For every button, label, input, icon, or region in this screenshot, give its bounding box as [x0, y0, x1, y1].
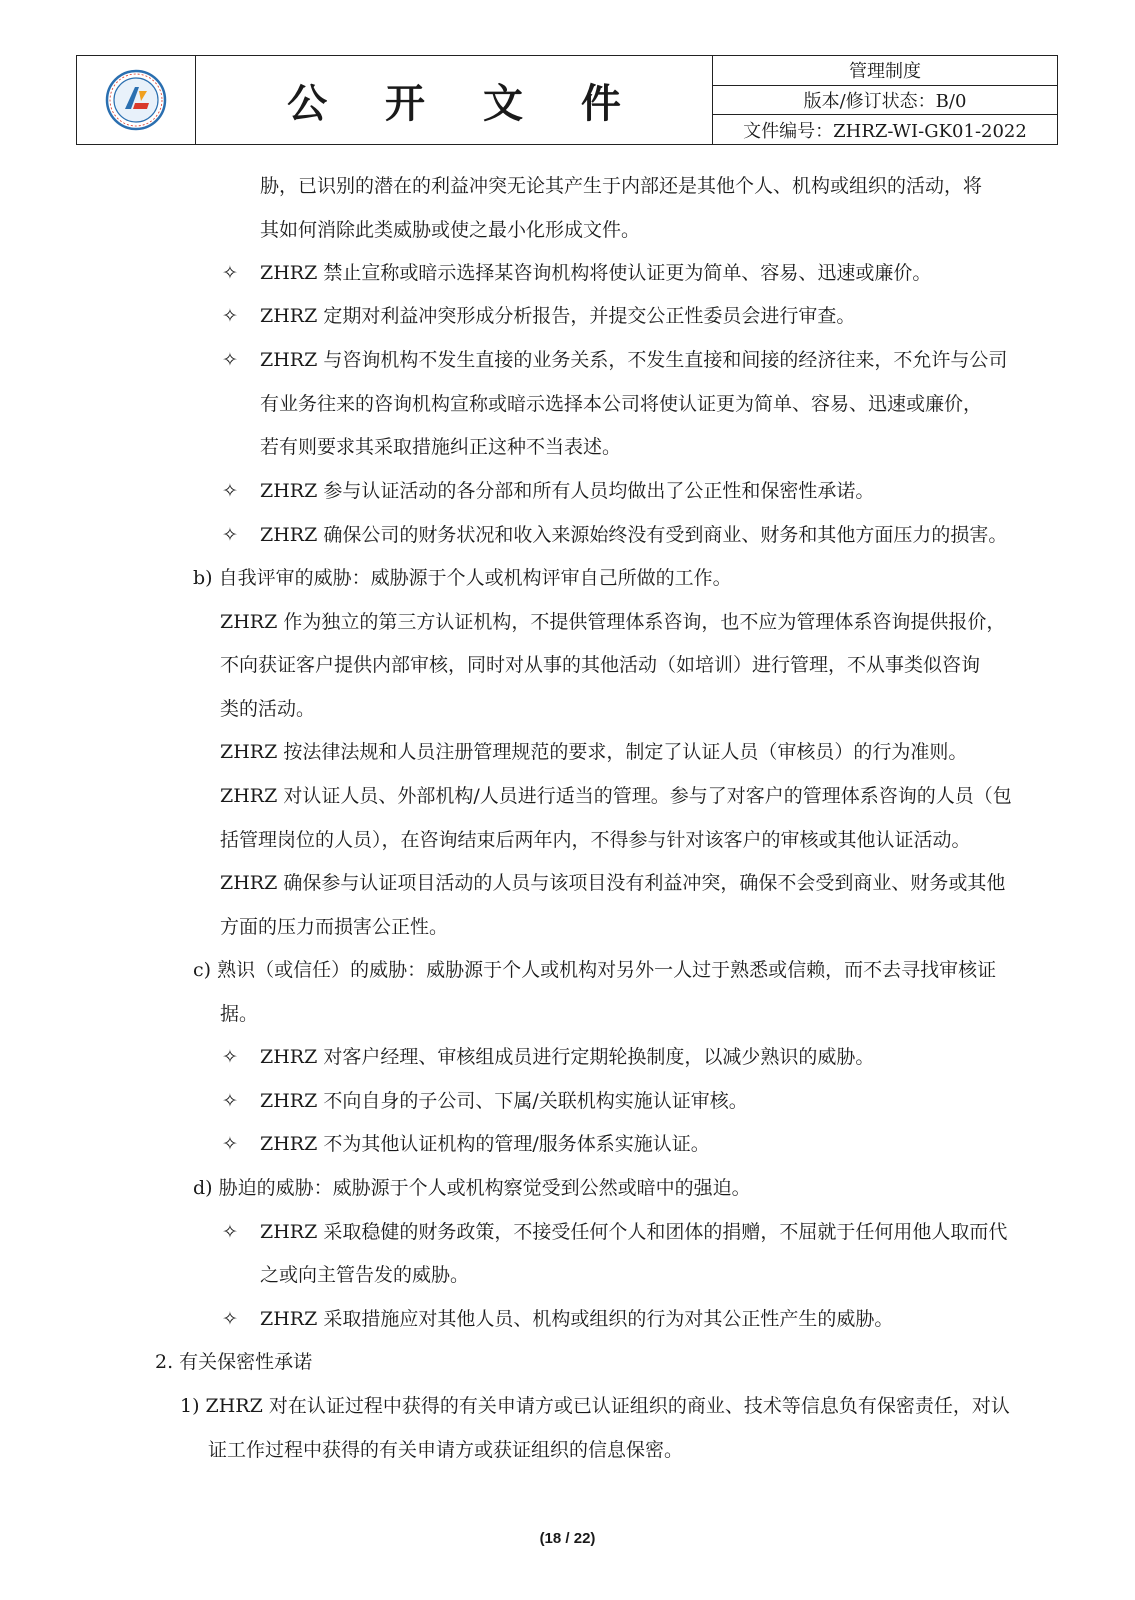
section-heading: b) 自我评审的威胁：威胁源于个人或机构评审自己所做的工作。: [193, 567, 732, 589]
logo-cell: [77, 56, 196, 144]
paragraph-line: 不向获证客户提供内部审核，同时对从事的其他活动（如培训）进行管理，不从事类似咨询: [220, 654, 981, 676]
paragraph-line: 之或向主管告发的威胁。: [260, 1264, 470, 1286]
paragraph-line: 其如何消除此类威胁或使之最小化形成文件。: [260, 219, 641, 241]
document-title: 公 开 文 件: [287, 80, 643, 127]
paragraph-line: 胁，已识别的潜在的利益冲突无论其产生于内部还是其他个人、机构或组织的活动，将: [260, 175, 983, 197]
paragraph-line: 证工作过程中获得的有关申请方或获证组织的信息保密。: [208, 1439, 684, 1461]
bullet-icon: ✧: [222, 349, 238, 371]
paragraph-line: ZHRZ 确保参与认证项目活动的人员与该项目没有利益冲突，确保不会受到商业、财务或其他: [220, 872, 1006, 894]
paragraph-line: 有业务往来的咨询机构宣称或暗示选择本公司将使认证更为简单、容易、迅速或廉价，: [260, 393, 983, 415]
bullet-item: ZHRZ 定期对利益冲突形成分析报告，并提交公正性委员会进行审查。: [260, 305, 856, 327]
info-cell: [713, 56, 1057, 144]
bullet-icon: ✧: [222, 262, 238, 284]
category-label: 管理制度: [713, 56, 1057, 86]
paragraph-line: 类的活动。: [220, 698, 316, 720]
paragraph-line: 1) ZHRZ 对在认证过程中获得的有关申请方或已认证组织的商业、技术等信息负有保密责任，对认: [180, 1395, 1010, 1417]
bullet-item: ZHRZ 禁止宣称或暗示选择某咨询机构将使认证更为简单、容易、迅速或廉价。: [260, 262, 932, 284]
section-heading: 2. 有关保密性承诺: [155, 1351, 313, 1373]
paragraph-line: 方面的压力而损害公正性。: [220, 916, 449, 938]
bullet-icon: ✧: [222, 480, 238, 502]
bullet-item: ZHRZ 采取稳健的财务政策，不接受任何个人和团体的捐赠，不屈就于任何用他人取而代: [260, 1221, 1008, 1243]
section-heading: c) 熟识（或信任）的威胁：威胁源于个人或机构对另外一人过于熟悉或信赖，而不去寻找审核证: [193, 959, 997, 981]
company-logo-icon: [105, 69, 167, 131]
paragraph-line: ZHRZ 作为独立的第三方认证机构，不提供管理体系咨询，也不应为管理体系咨询提供报价，: [220, 611, 1006, 633]
bullet-icon: ✧: [222, 1308, 238, 1330]
bullet-icon: ✧: [222, 1221, 238, 1243]
paragraph-line: 据。: [220, 1003, 259, 1025]
bullet-item: ZHRZ 不向自身的子公司、下属/关联机构实施认证审核。: [260, 1090, 748, 1112]
version-label: 版本/修订状态：B/0: [713, 86, 1057, 116]
bullet-icon: ✧: [222, 1133, 238, 1155]
bullet-icon: ✧: [222, 1046, 238, 1068]
bullet-item: ZHRZ 与咨询机构不发生直接的业务关系，不发生直接和间接的经济往来，不允许与公司: [260, 349, 1008, 371]
bullet-icon: ✧: [222, 524, 238, 546]
title-cell: [196, 56, 713, 144]
document-header: [76, 55, 1058, 145]
paragraph-line: 若有则要求其采取措施纠正这种不当表述。: [260, 436, 622, 458]
bullet-icon: ✧: [222, 1090, 238, 1112]
bullet-item: ZHRZ 不为其他认证机构的管理/服务体系实施认证。: [260, 1133, 710, 1155]
bullet-icon: ✧: [222, 305, 238, 327]
bullet-item: ZHRZ 对客户经理、审核组成员进行定期轮换制度，以减少熟识的威胁。: [260, 1046, 875, 1068]
paragraph-line: ZHRZ 对认证人员、外部机构/人员进行适当的管理。参与了对客户的管理体系咨询的人员（包: [220, 785, 1012, 807]
bullet-item: ZHRZ 参与认证活动的各分部和所有人员均做出了公正性和保密性承诺。: [260, 480, 875, 502]
paragraph-line: ZHRZ 按法律法规和人员注册管理规范的要求，制定了认证人员（审核员）的行为准则。: [220, 741, 968, 763]
bullet-item: ZHRZ 确保公司的财务状况和收入来源始终没有受到商业、财务和其他方面压力的损害。: [260, 524, 1008, 546]
paragraph-line: 括管理岗位的人员），在咨询结束后两年内，不得参与针对该客户的审核或其他认证活动。: [220, 829, 971, 851]
doc-number-label: 文件编号：ZHRZ-WI-GK01-2022: [743, 120, 1027, 142]
bullet-item: ZHRZ 采取措施应对其他人员、机构或组织的行为对其公正性产生的威胁。: [260, 1308, 894, 1330]
section-heading: d) 胁迫的威胁：威胁源于个人或机构察觉受到公然或暗中的强迫。: [193, 1177, 751, 1199]
page-number: (18 / 22): [539, 1530, 596, 1547]
